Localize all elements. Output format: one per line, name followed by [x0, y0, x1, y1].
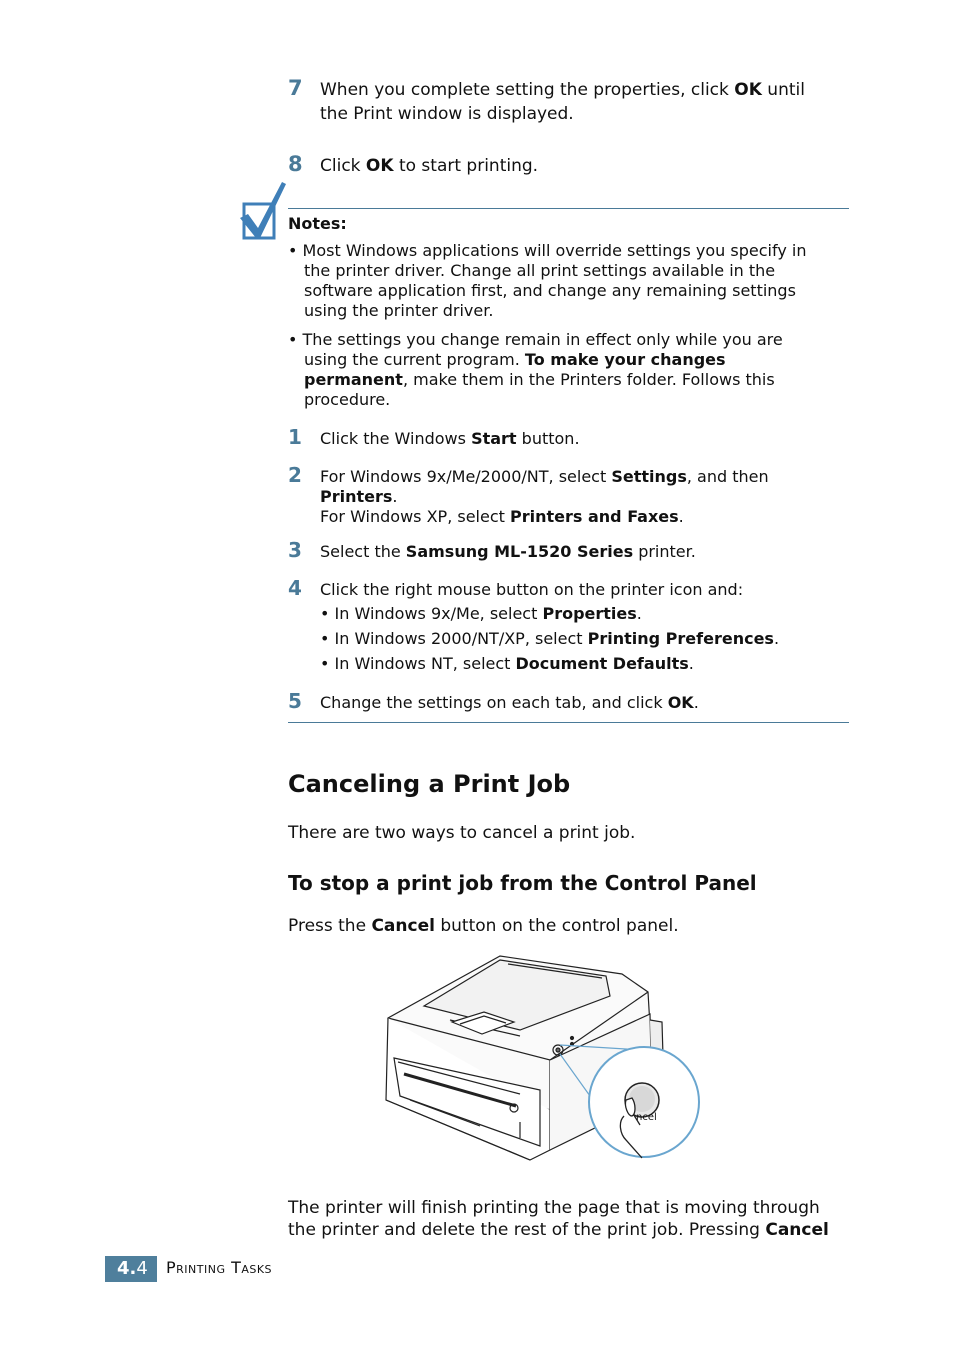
checkmark-note-icon	[236, 178, 288, 242]
note-step-4-sub-3	[320, 654, 694, 674]
note-step-2	[320, 467, 769, 527]
text-line: • Most Windows applications will override settings you specify in	[288, 241, 807, 260]
text-line: The printer will finish printing the page that is moving through	[288, 1198, 820, 1218]
note-step-4-sub-2	[320, 629, 779, 649]
text: , make them in the Printers folder. Follows this	[402, 370, 775, 389]
text: Click	[320, 156, 366, 176]
note-step-3	[320, 542, 696, 562]
note-bullet-2	[288, 330, 783, 410]
chapter-title: Printing Tasks	[166, 1258, 273, 1277]
emphasis: OK	[667, 693, 694, 712]
text: .	[693, 693, 699, 712]
text-line: procedure.	[304, 390, 391, 409]
emphasis: Document Defaults	[515, 654, 689, 673]
note-step-5	[320, 693, 699, 713]
emphasis: OK	[365, 156, 394, 176]
emphasis: permanent	[304, 370, 403, 389]
text: .	[636, 604, 642, 623]
emphasis: Cancel	[765, 1220, 829, 1240]
text-line	[288, 1218, 858, 1242]
text: .	[392, 487, 398, 506]
emphasis: Samsung ML-1520 Series	[405, 542, 634, 561]
text: When you complete setting the properties, click	[320, 80, 735, 100]
emphasis: Printing Preferences	[587, 629, 774, 648]
section-title: Canceling a Print Job	[288, 770, 571, 798]
printer-illustration	[380, 950, 710, 1175]
text: For Windows 9x/Me/2000/NT, select	[320, 467, 612, 486]
step-number: 5	[288, 689, 302, 713]
text: .	[773, 629, 780, 648]
text: to start printing.	[393, 156, 539, 176]
note-step-4	[320, 580, 743, 600]
text: .	[678, 507, 684, 526]
text: .	[688, 654, 694, 673]
notes-bottom-rule	[288, 722, 849, 723]
step-number: 2	[288, 463, 302, 487]
subsection-title: To stop a print job from the Control Panel	[288, 871, 757, 895]
notes-top-rule	[288, 208, 849, 209]
notes-heading: Notes:	[288, 214, 347, 233]
press-cancel-text	[288, 914, 679, 938]
text-line: • The settings you change remain in effect only while you are	[288, 330, 783, 349]
text-line	[288, 370, 783, 390]
emphasis: To make your changes	[524, 350, 726, 369]
text: Press the	[288, 916, 372, 936]
step-number: 1	[288, 425, 302, 449]
note-step-4-sub-1	[320, 604, 642, 624]
text: • In Windows NT, select	[320, 654, 516, 673]
emphasis: Printers and Faxes	[510, 507, 679, 526]
step-number: 3	[288, 538, 302, 562]
emphasis: Cancel	[371, 916, 435, 936]
page-minor: 4	[136, 1258, 148, 1279]
text-line: software application first, and change any remaining settings	[304, 281, 796, 300]
text-line: using the printer driver.	[304, 301, 494, 320]
text-line: the printer driver. Change all print settings available in the	[304, 261, 776, 280]
step-8-text	[320, 154, 538, 178]
text: until	[761, 80, 805, 100]
emphasis: Start	[471, 429, 517, 448]
text: Select the	[320, 542, 406, 561]
step-number: 7	[288, 76, 303, 100]
text: button.	[516, 429, 580, 448]
text-line	[320, 487, 769, 507]
step-7-text	[320, 78, 805, 126]
page-major: 4.	[117, 1258, 137, 1279]
text-line	[320, 507, 769, 527]
emphasis: Settings	[611, 467, 687, 486]
text-line	[320, 467, 769, 487]
section-intro: There are two ways to cancel a print job.	[288, 823, 636, 843]
text: • In Windows 2000/NT/XP, select	[320, 629, 588, 648]
text: button on the control panel.	[434, 916, 679, 936]
note-bullet-1	[288, 241, 806, 321]
step-number: 4	[288, 576, 302, 600]
closing-paragraph	[288, 1196, 858, 1242]
text: , and then	[686, 467, 769, 486]
emphasis: Properties	[542, 604, 637, 623]
note-step-1	[320, 429, 580, 449]
figure-label: ncel	[636, 1112, 657, 1123]
text: printer.	[633, 542, 696, 561]
text-line: Click the right mouse button on the printer icon and:	[320, 580, 744, 599]
text: Click the Windows	[320, 429, 472, 448]
emphasis: OK	[734, 80, 762, 100]
page-number-badge	[105, 1256, 157, 1282]
text: For Windows XP, select	[320, 507, 510, 526]
text: the Print window is displayed.	[320, 104, 574, 124]
text: Change the settings on each tab, and click	[320, 693, 668, 712]
text: the printer and delete the rest of the print job. Pressing	[288, 1220, 766, 1240]
text-line	[288, 350, 783, 370]
text: using the current program.	[304, 350, 525, 369]
text: • In Windows 9x/Me, select	[320, 604, 543, 623]
step-number: 8	[288, 152, 303, 176]
emphasis: Printers	[320, 487, 393, 506]
